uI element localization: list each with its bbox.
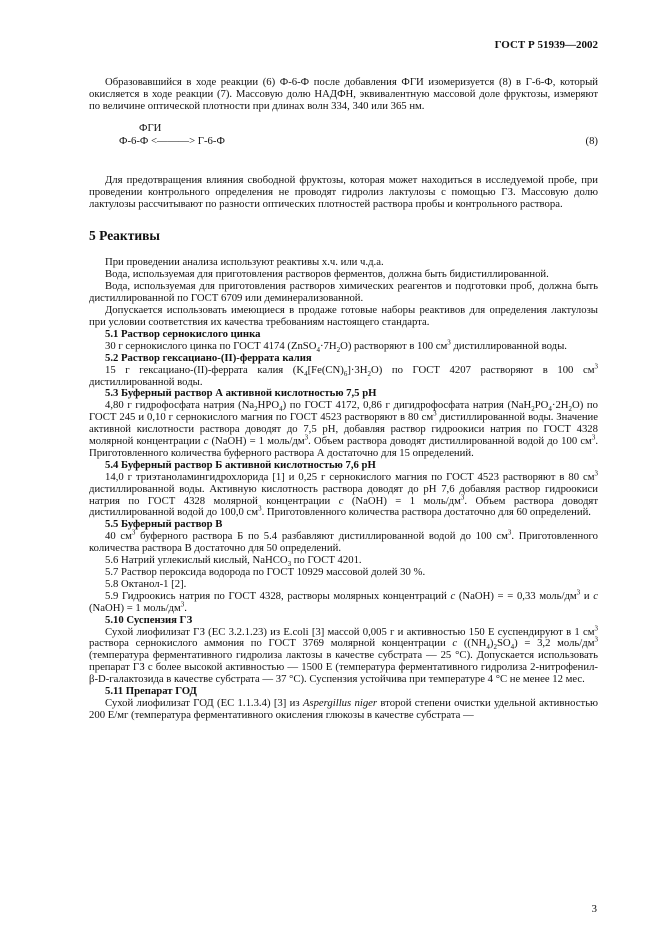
equation-number: (8): [585, 134, 598, 147]
subsection-title: 5.1 Раствор сернокислого цинка: [105, 327, 261, 340]
paragraph: Сухой лиофилизат ГОД (ЕС 1.1.3.4) [3] из Aspergillus niger второй степени очистки удельной активностью 200 Е/мг (температура ферментативного окисления глюкозы в качестве субстрата —: [89, 696, 598, 721]
paragraph: 15 г гексациано-(II)-феррата калия $(K_4[Fe(CN)_6]\cdot 3H_2O)$ по ГОСТ 4207 растворяют в 100 $см^3$ дистиллированной воды.: [89, 362, 599, 388]
paragraph: 5.6 Натрий углекислый кислый, NaHCO$_3$ по ГОСТ 4201.: [105, 554, 362, 569]
paragraph: Вода, используемая для приготовления растворов ферментов, должна быть бидистиллированной.: [105, 268, 549, 281]
paragraph: 4,80 г гидрофосфата натрия $(Na_2HPO_4)$ по ГОСТ 4172, 0,86 г дигидрофосфата натрия $(NaH_2PO_4\cdot 2H_2O)$ по ГОСТ 245 и 0,10 г сернокислого магния по ГОСТ 4523 растворяют в 80 $см^3$ дистиллированной воды. Значение активной кислотности раствора доводят до 7,5 рН, добавляя раствор гидроокиси натрия по ГОСТ 4328 молярной концентрации c (NaOH) = 1 моль/$дм^3$. Объем раствора доводят дистиллированной водой до 100 $см^3$. Приготовленного количества буферного раствора А достаточно для 15 определений.: [89, 399, 598, 459]
subsection-title: 5.4 Буферный раствор Б активной кислотностью 7,6 рН: [105, 458, 376, 471]
subsection-title: 5.11 Препарат ГОД: [105, 685, 197, 698]
section-title: 5 Реактивы: [89, 228, 160, 244]
paragraph: Вода, используемая для приготовления растворов химических реагентов и подготовки проб, должна быть дистиллированной по ГОСТ 6709 или деминерализованной.: [89, 280, 598, 305]
paragraph: 5.9 Гидроокись натрия по ГОСТ 4328, растворы молярных концентраций c (NaOH) = = 0,33 моль/$дм^3$ и c (NaOH) = 1 моль/$дм^3$.: [89, 588, 598, 614]
paragraph: Образовавшийся в ходе реакции (6) Ф-6-Ф после добавления ФГИ изомеризуется (8) в Г-6-Ф, который окисляется в ходе реакции (7). Массовую долю НАДФН, эквивалентную массовой доле фруктозы, измеряют по величине оптической плотности при длинах волн 334, 340 или 365 нм.: [89, 76, 598, 112]
running-header: ГОСТ Р 51939—2002: [494, 39, 598, 51]
subsection-title: 5.2 Раствор гексациано-(II)-феррата калия: [105, 351, 312, 364]
paragraph: 5.7 Раствор пероксида водорода по ГОСТ 10929 массовой долей 30 %.: [105, 566, 426, 578]
paragraph: Допускается использовать имеющиеся в продаже готовые наборы реактивов для определения лактулозы при условии соответствия их качества требованиям настоящего стандарта.: [89, 304, 598, 328]
paragraph: При проведении анализа используют реактивы х.ч. или ч.д.а.: [105, 256, 384, 269]
equation-formula: Ф-6-Ф <———> Г-6-Ф: [119, 134, 225, 147]
paragraph: Сухой лиофилизат ГЗ (ЕС 3.2.1.23) из E.coli [3] массой 0,005 г и активностью 150 Е суспендируют в 1 $см^3$ раствора сернокислого аммония по ГОСТ 3769 молярной концентрации c $((NH_4)_2SO_4) = 3,2$ моль/$дм^3$ (температура ферментативного гидролиза лактозы в качестве субстрата — 25 °С). Допускается использовать препарат ГЗ с более высокой активностью — 1500 Е (температура ферментативного гидролиза 2-нитрофенил-β-D-галактозида в качестве субстрата — 37 °С). Суспензия устойчива при температуре 4 °С не менее 12 мес.: [89, 623, 598, 686]
paragraph: Для предотвращения влияния свободной фруктозы, которая может находиться в исследуемой пробе, при проведении контрольного определения не проводят гидролиз лактулозы с помощью ГЗ. Массовую долю лактулозы рассчитывают по разности оптических плотностей раствора пробы и контрольного раствора.: [89, 173, 598, 210]
page-body: [89, 40, 598, 722]
paragraph: 40 $см^3$ буферного раствора Б по 5.4 разбавляют дистиллированной водой до 100 $см^3$. Приготовленного количества раствора В достаточно для 50 определений.: [89, 528, 598, 555]
subsection-title: 5.5 Буферный раствор В: [105, 518, 223, 531]
paragraph: 14,0 г триэтаноламингидрохлорида [1] и 0,25 г сернокислого магния по ГОСТ 4523 растворяют в 80 $см^3$ дистиллированной воды. Активную кислотность раствора доводят до рН 7,6 добавляя раствор гидроокиси натрия по ГОСТ 4328 молярной концентрации c (NaOH) = 1 моль/$дм^3$. Объем раствора доводят дистиллированной водой до 100,0 $см^3$. Приготовленного количества раствора достаточно для 60 определений.: [89, 469, 598, 519]
subsection-title: 5.3 Буферный раствор А активной кислотностью 7,5 рН: [105, 387, 377, 400]
equation-enzyme-label: ФГИ: [139, 121, 162, 134]
paragraph: 30 г сернокислого цинка по ГОСТ 4174 $(ZnSO_4\cdot 7H_2O)$ растворяют в 100 $см^3$ дистиллированной воды.: [105, 338, 567, 354]
equation-8: [89, 123, 598, 159]
subsection-title: 5.10 Суспензия ГЗ: [105, 613, 193, 626]
paragraph: 5.8 Октанол-1 [2].: [105, 577, 187, 590]
page-number: 3: [591, 903, 597, 915]
